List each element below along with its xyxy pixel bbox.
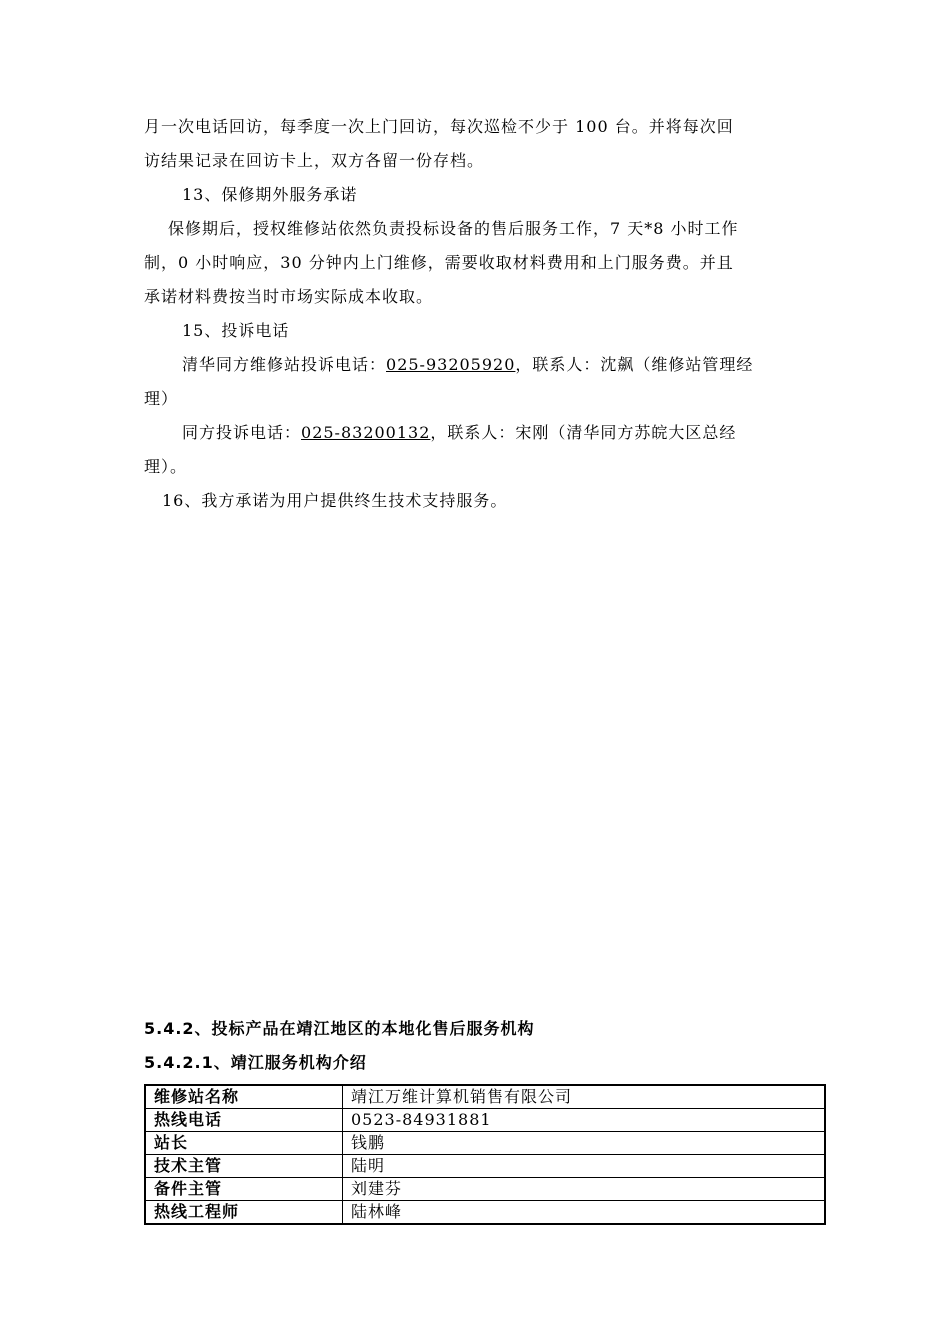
complaint-contact: ，联系人：宋刚（清华同方苏皖大区总经 [430, 423, 737, 442]
row-value: 陆明 [343, 1155, 826, 1178]
table-row [145, 1132, 825, 1155]
paragraph-line: 访结果记录在回访卡上，双方各留一份存档。 [144, 151, 485, 170]
row-label: 热线电话 [145, 1109, 343, 1132]
section-heading: 5.4.2、投标产品在靖江地区的本地化售后服务机构 [144, 1019, 535, 1038]
table-row [145, 1109, 825, 1132]
row-value: 陆林峰 [343, 1201, 826, 1225]
row-label: 备件主管 [145, 1178, 343, 1201]
item-13-heading: 13、保修期外服务承诺 [182, 185, 358, 204]
paragraph-line: 理）。 [144, 457, 188, 476]
paragraph-line: 制，0 小时响应，30 分钟内上门维修，需要收取材料费用和上门服务费。并且 [144, 253, 734, 272]
row-label: 热线工程师 [145, 1201, 343, 1225]
paragraph-line: 承诺材料费按当时市场实际成本收取。 [144, 287, 434, 306]
row-label: 站长 [145, 1132, 343, 1155]
table-row [145, 1201, 825, 1225]
complaint-phone-link[interactable]: 025-93205920 [386, 355, 516, 374]
row-value: 钱鹏 [343, 1132, 826, 1155]
complaint-line-1 [182, 348, 842, 382]
complaint-label: 清华同方维修站投诉电话： [182, 355, 387, 374]
table-row [145, 1155, 825, 1178]
complaint-contact: ，联系人：沈飙（维修站管理经 [515, 355, 754, 374]
paragraph-line: 理） [144, 389, 179, 408]
row-label: 维修站名称 [145, 1085, 343, 1109]
row-value: 刘建芬 [343, 1178, 826, 1201]
row-value: 0523-84931881 [343, 1109, 826, 1132]
complaint-label: 同方投诉电话： [182, 423, 302, 442]
item-16-text: 16、我方承诺为用户提供终生技术支持服务。 [162, 491, 508, 510]
item-15-heading: 15、投诉电话 [182, 321, 290, 340]
row-value: 靖江万维计算机销售有限公司 [343, 1085, 826, 1109]
row-label: 技术主管 [145, 1155, 343, 1178]
complaint-line-2 [182, 416, 842, 450]
table-row [145, 1178, 825, 1201]
service-info-table [144, 1084, 826, 1225]
complaint-phone-link[interactable]: 025-83200132 [301, 423, 431, 442]
table-row [145, 1085, 825, 1109]
paragraph-line: 月一次电话回访，每季度一次上门回访，每次巡检不少于 100 台。并将每次回 [144, 117, 734, 136]
paragraph-line: 保修期后，授权维修站依然负责投标设备的售后服务工作，7 天*8 小时工作 [168, 219, 739, 238]
subsection-heading: 5.4.2.1、靖江服务机构介绍 [144, 1053, 367, 1072]
